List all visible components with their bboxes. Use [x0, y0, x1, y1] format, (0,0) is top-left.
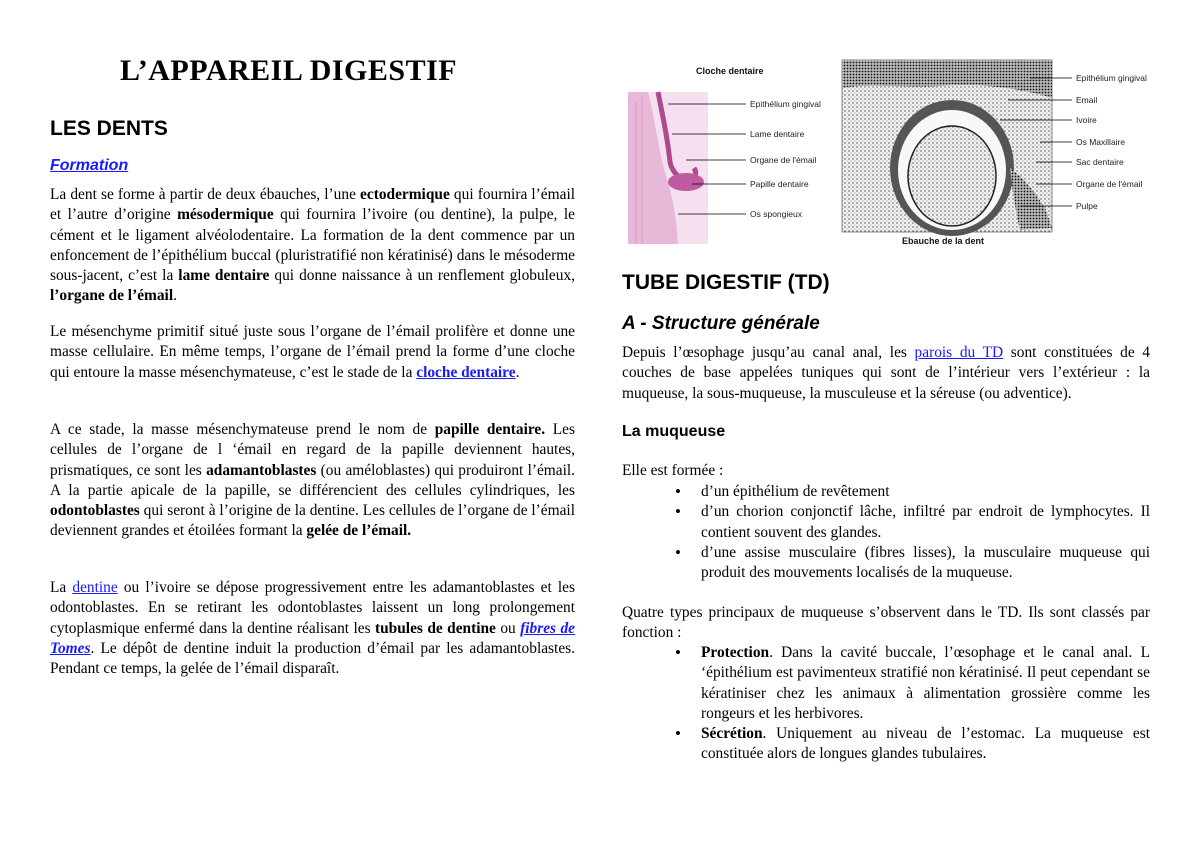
types-paragraph: Quatre types principaux de muqueuse s’observent dans le TD. Ils sont classés par fonction :: [622, 604, 1150, 642]
bold-term: lame dentaire: [178, 267, 270, 285]
formation-subheading[interactable]: Formation: [50, 157, 129, 174]
text-run: . Le dépôt de dentine induit la production d’émail par les adamantoblastes. Pendant ce temps, la gelée de l’émail disparaît.: [50, 639, 575, 678]
text-run: . Uniquement au niveau de l’estomac. La muqueuse est constituée alors de longues glandes tubulaires.: [701, 725, 1150, 763]
list-item: • d’un épithélium de revêtement: [675, 482, 1150, 502]
muqueuse-layers-list: [675, 482, 1150, 583]
label-os-spongieux: Os spongieux: [750, 209, 802, 219]
structure-generale-heading: A - Structure générale: [622, 313, 820, 334]
text-run: .: [173, 287, 177, 305]
text-run: qui fournira l’ivoire (ou dentine), la pulpe, le cément et le ligament alvéolodentaire. La formation de la dent commence par un enfoncement de l’épithélium buccal (pluristratifié non kératinisé) dans le mésoderme sous-jacent, c’est la: [50, 206, 575, 285]
cloche-dentaire-link[interactable]: cloche dentaire: [416, 363, 516, 381]
text-run: Le mésenchyme primitif situé juste sous l’organe de l’émail prolifère et donne une masse cellulaire. En même temps, l’organe de l’émail prend la forme d’une cloche qui entoure la masse mésenchymateuse, c’est le stade de la: [50, 323, 575, 381]
label-lame-dentaire: Lame dentaire: [750, 129, 805, 139]
figure2-caption: Ebauche de la dent: [902, 236, 985, 246]
fibres-de-tomes-link[interactable]: fibres de Tomes: [50, 619, 575, 657]
organe-email-shape: [668, 173, 704, 191]
text-run: ou: [495, 619, 521, 637]
bold-term: papille dentaire.: [434, 421, 546, 438]
bold-term: gelée de l’émail.: [306, 522, 412, 540]
label-epithelium-gingival: Epithélium gingival: [1076, 73, 1147, 83]
ebauche-dent-figure: [840, 58, 1150, 250]
text-run: qui donne naissance à un renflement globuleux,: [269, 267, 576, 285]
parois-du-td-link[interactable]: parois du TD: [914, 344, 1004, 361]
text-run: A ce stade, la masse mésenchymateuse prend le nom de: [50, 421, 435, 438]
bold-term: mésodermique: [177, 206, 274, 224]
structure-paragraph: [622, 343, 1150, 404]
bold-term: adamantoblastes: [206, 461, 317, 479]
figure1-caption: Cloche dentaire: [696, 66, 764, 76]
formation-paragraph-3: [50, 420, 575, 542]
label-organe-email: Organe de l'émail: [750, 155, 817, 165]
label-sac-dentaire: Sac dentaire: [1076, 157, 1124, 167]
muqueuse-types-list: [675, 643, 1150, 765]
label-papille-dentaire: Papille dentaire: [750, 179, 809, 189]
text-run: . Dans la cavité buccale, l’œsophage et le canal anal. L ‘épithélium est pavimenteux stratifié non kératinisé. Il peut cependant se kératiniser chez les animaux à alimentation grossière comme les rongeurs et les herbivores.: [701, 644, 1150, 722]
text-run: ou l’ivoire se dépose progressivement entre les adamantoblastes et les odontoblastes. En se retirant les odontoblastes laissent un long prolongement cytoplasmique enfermé dans la dentine réalisant les: [50, 579, 575, 637]
text-run: sont constituées de 4 couches de base appelées tuniques qui sont de l’intérieur vers l’extérieur : la muqueuse, la sous-muqueuse, la musculeuse et la séreuse (ou adventice).: [622, 344, 1151, 402]
muqueuse-heading: La muqueuse: [622, 423, 726, 440]
page-title: L’APPAREIL DIGESTIF: [120, 54, 458, 87]
text-run: .: [515, 363, 520, 381]
cloche-dentaire-figure: [628, 62, 838, 247]
bold-term: Sécrétion: [701, 725, 763, 743]
dentine-link[interactable]: dentine: [72, 579, 118, 596]
list-item: [675, 724, 1150, 765]
text-run: (ou améloblastes) qui produiront l’émail. A la partie apicale de la papille, se différencient des cellules cylindriques, les: [50, 461, 576, 499]
label-pulpe: Pulpe: [1076, 201, 1098, 211]
bold-term: ectodermique: [360, 186, 450, 203]
list-item: [675, 643, 1150, 724]
bold-term: l’organe de l’émail: [50, 287, 174, 305]
text-run: La: [50, 579, 73, 596]
section-heading-les-dents: LES DENTS: [50, 117, 168, 140]
label-email: Email: [1076, 95, 1098, 105]
section-heading-tube-digestif: TUBE DIGESTIF (TD): [622, 271, 830, 294]
formation-paragraph-4: [50, 578, 575, 679]
formation-paragraph-2: [50, 322, 575, 383]
text-run: Les cellules de l’organe de l ‘émail en regard de la papille deviennent hautes, prismatiques, ce sont les: [50, 421, 575, 479]
bold-term: odontoblastes: [50, 502, 140, 520]
muqueuse-intro: Elle est formée :: [622, 462, 724, 479]
text-run: qui seront à l’origine de la dentine. Les cellules de l’organe de l’émail deviennent grandes et étoilées formant la: [50, 502, 575, 540]
text-run: qui fournira l’émail et l’autre d’origine: [50, 186, 575, 224]
formation-paragraph-1: [50, 185, 575, 307]
pulp-shape: [908, 126, 996, 226]
list-item: • d’un chorion conjonctif lâche, infiltré par endroit de lymphocytes. Il contient souvent des glandes.: [675, 502, 1150, 543]
label-ivoire: Ivoire: [1076, 115, 1097, 125]
bold-term: tubules de dentine: [375, 619, 496, 637]
bold-term: Protection: [701, 644, 770, 661]
text-run: Depuis l’œsophage jusqu’au canal anal, les: [622, 344, 915, 361]
list-item: • d’une assise musculaire (fibres lisses), la musculaire muqueuse qui produit des mouvements localisés de la muqueuse.: [675, 543, 1150, 584]
label-organe-email: Organe de l'émail: [1076, 179, 1143, 189]
text-run: La dent se forme à partir de deux ébauches, l’une: [50, 186, 361, 203]
label-epithelium-gingival: Epithélium gingival: [750, 99, 821, 109]
label-os-maxillaire: Os Maxillaire: [1076, 137, 1126, 147]
